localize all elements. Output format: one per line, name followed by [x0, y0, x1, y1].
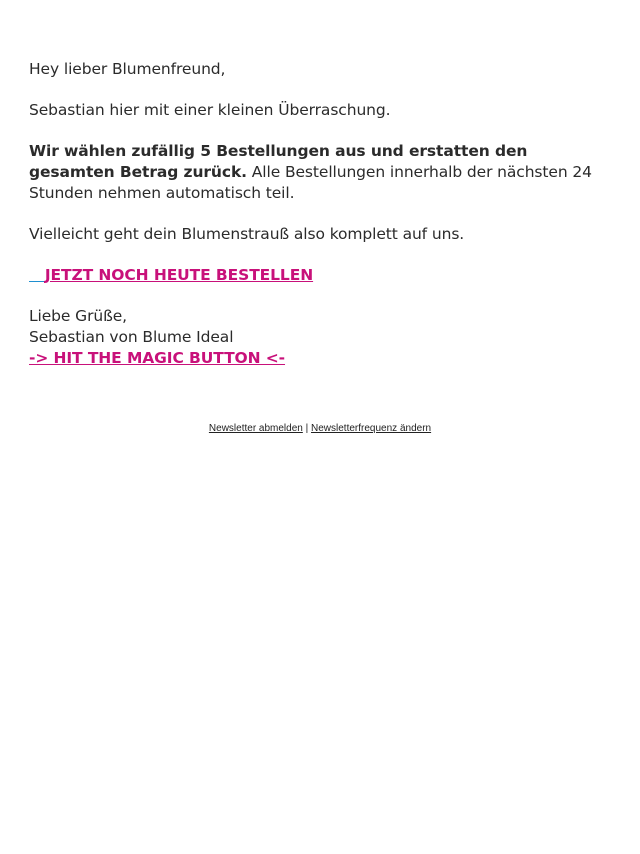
signature-text: Sebastian von Blume Ideal	[29, 328, 234, 346]
newsletter-frequency-link[interactable]: Newsletterfrequenz ändern	[311, 423, 432, 434]
closing-text: Liebe Grüße,	[29, 307, 128, 325]
email-footer	[0, 423, 640, 434]
magic-button-link[interactable]: -> HIT THE MAGIC BUTTON <-	[29, 349, 286, 367]
cta-leading-space	[29, 266, 45, 284]
maybe-text: Vielleicht geht dein Blumenstrauß also komplett auf uns.	[29, 225, 465, 243]
footer-separator: |	[305, 423, 309, 434]
intro-text: Sebastian hier mit einer kleinen Überraschung.	[29, 101, 391, 119]
email-body	[29, 59, 599, 369]
cta-paragraph	[29, 265, 599, 286]
order-now-link[interactable]	[29, 266, 313, 284]
offer-rest-text: Alle Bestellungen innerhalb der nächsten 24 Stunden nehmen automatisch teil.	[29, 163, 592, 202]
order-now-label: JETZT NOCH HEUTE BESTELLEN	[44, 266, 314, 284]
offer-bold-text: Wir wählen zufällig 5 Bestellungen aus und erstatten den gesamten Betrag zurück.	[29, 142, 528, 181]
unsubscribe-link[interactable]: Newsletter abmelden	[208, 423, 303, 434]
offer-paragraph	[29, 141, 599, 204]
greeting-text: Hey lieber Blumenfreund,	[29, 60, 226, 78]
